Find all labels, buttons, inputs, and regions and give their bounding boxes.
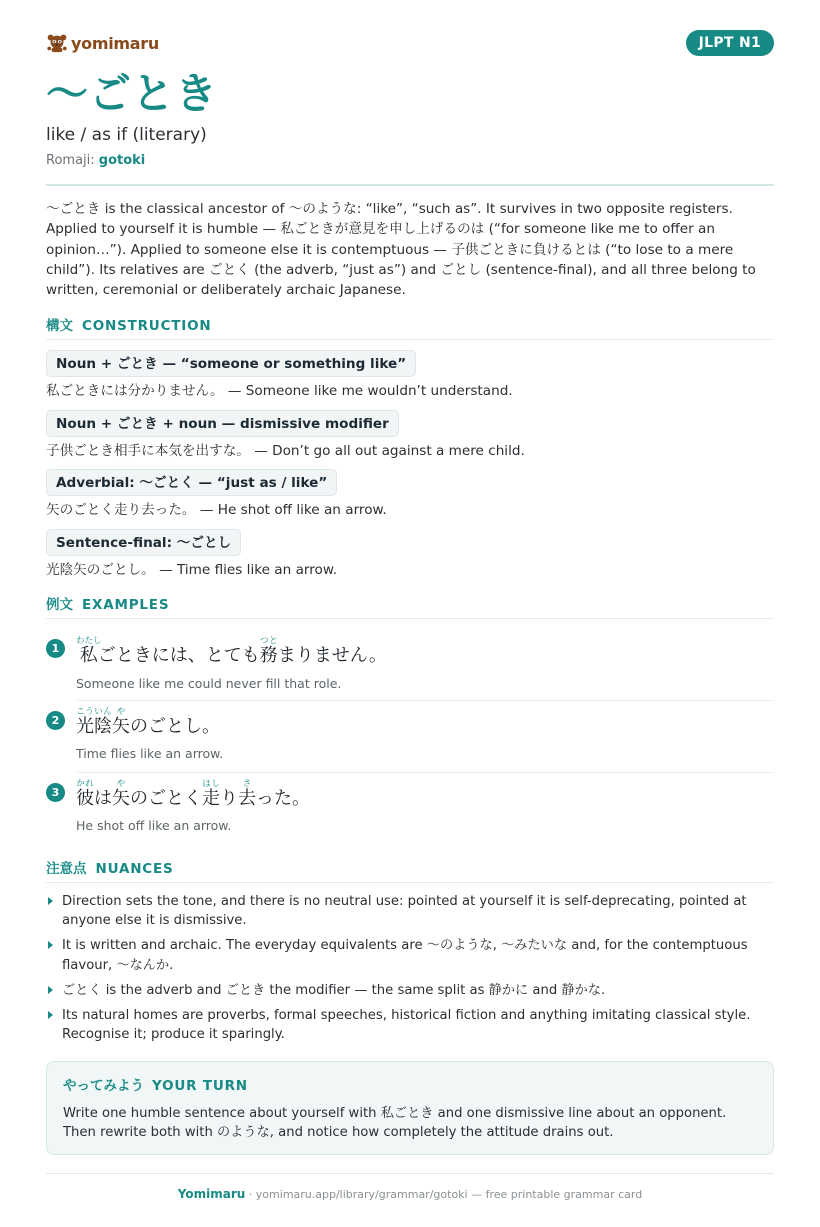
construction-heading-jp: 構文 (46, 318, 73, 334)
nuance-item: Its natural homes are proverbs, formal speeches, historical fiction and anything imitating classical style. Recognise it; produce it sparingly. (46, 1006, 774, 1044)
nuance-item: It is written and archaic. The everyday equivalents are 〜のような, 〜みたいな and, for the contemptuous flavour, 〜なんか. (46, 936, 774, 974)
sentence-text: まりません。 (277, 645, 387, 666)
example-sentence (76, 636, 387, 669)
sentence-text: った。 (256, 788, 310, 809)
divider (46, 184, 774, 186)
furigana-reading: かれ (76, 779, 94, 789)
nuances-heading-jp: 注意点 (46, 861, 87, 877)
brand[interactable] (46, 30, 159, 56)
bullet-arrow-icon (48, 897, 53, 905)
example-divider (76, 700, 774, 701)
furigana-word: 去さ (238, 779, 256, 809)
construction-pattern: Noun + ごとき + noun — dismissive modifier (46, 410, 399, 437)
furigana-word: 務つと (259, 636, 278, 666)
furigana-reading: や (112, 779, 130, 789)
your-turn-heading-jp: やってみよう (63, 1078, 144, 1094)
furigana-word: 矢や (112, 779, 130, 809)
furigana-word: 走はし (202, 779, 220, 809)
sentence-text: のごとく (130, 788, 202, 809)
example-number: 3 (46, 783, 65, 802)
romaji-value: gotoki (98, 153, 146, 168)
subtitle: like / as if (literary) (46, 125, 207, 145)
example-number: 1 (46, 639, 65, 658)
intro-paragraph: 〜ごとき is the classical ancestor of 〜のような: “like”, “such as”. It survives in two opposite registers. Applied to yourself it is humble — 私ごときが意見を申し上げるのは (“for someone like me to offer an opinion…”). Applied to someone else it is contemptuous — 子供ごときに負けるとは (“to lose to a mere child”). Its relatives are ごとく (the adverb, “just as”) and ごとし (sentence-final), and all three belong to written, ceremonial or deliberately archaic Japanese. (46, 201, 756, 299)
furigana-reading: はし (202, 779, 220, 789)
construction-pattern: Adverbial: 〜ごとく — “just as / like” (46, 469, 337, 496)
nuance-item: Direction sets the tone, and there is no neutral use: pointed at yourself it is self-deprecating, pointed at anyone else it is dismissive. (46, 892, 774, 930)
construction-example: 矢のごとく走り去った。 — He shot off like an arrow. (46, 502, 387, 518)
construction-item (46, 469, 387, 520)
example-translation: Time flies like an arrow. (76, 746, 224, 761)
footer (46, 1187, 774, 1201)
examples-heading-en: EXAMPLES (82, 597, 170, 613)
bullet-arrow-icon (48, 941, 53, 949)
bullet-arrow-icon (48, 986, 53, 994)
nuances-heading (46, 857, 774, 883)
example-sentence (76, 779, 310, 812)
sentence-text: は (94, 788, 112, 809)
sentence-text: り (220, 788, 238, 809)
level-badge: JLPT N1 (686, 30, 774, 56)
example-divider (76, 772, 774, 773)
footer-divider (46, 1173, 774, 1174)
example-translation: He shot off like an arrow. (76, 818, 232, 833)
furigana-reading: や (112, 707, 130, 717)
construction-example: 私ごときには分かりません。 — Someone like me wouldn’t understand. (46, 383, 513, 399)
your-turn-box (46, 1061, 774, 1155)
examples-heading (46, 593, 774, 619)
nuance-list (46, 892, 774, 1050)
construction-pattern: Sentence-final: 〜ごとし (46, 529, 241, 556)
construction-example: 子供ごとき相手に本気を出すな。 — Don’t go all out against a mere child. (46, 443, 525, 459)
header (46, 30, 774, 58)
page-title: 〜ごとき (46, 69, 219, 118)
furigana-reading: こういん (76, 707, 112, 717)
construction-pattern: Noun + ごとき — “someone or something like” (46, 350, 416, 377)
examples-heading-jp: 例文 (46, 597, 73, 613)
footer-brand[interactable]: Yomimaru (177, 1187, 246, 1201)
tanuki-mascot-icon (46, 32, 68, 54)
construction-item (46, 529, 337, 580)
bullet-arrow-icon (48, 1011, 53, 1019)
furigana-word: 私わたし (76, 636, 102, 666)
your-turn-heading-en: YOUR TURN (152, 1078, 248, 1094)
furigana-word: 彼かれ (76, 779, 94, 809)
example-number: 2 (46, 711, 65, 730)
construction-item (46, 410, 525, 461)
sentence-text: のごとし。 (130, 716, 220, 737)
your-turn-body: Write one humble sentence about yourself with 私ごとき and one dismissive line about an opponent. Then rewrite both with のような, and notice how completely the attitude drains out. (63, 1106, 727, 1141)
footer-text: · yomimaru.app/library/grammar/gotoki — free printable grammar card (245, 1188, 643, 1201)
romaji-label: Romaji: (46, 153, 95, 168)
example-translation: Someone like me could never fill that role. (76, 676, 342, 691)
construction-heading (46, 314, 774, 340)
nuances-heading-en: NUANCES (95, 861, 174, 877)
your-turn-heading (63, 1076, 757, 1096)
sentence-text: ごときには、とても (97, 645, 260, 666)
brand-name: yomimaru (71, 33, 159, 53)
nuance-item: ごとく is the adverb and ごとき the modifier — the same split as 静かに and 静かな. (46, 981, 774, 1000)
example-sentence (76, 707, 220, 740)
construction-heading-en: CONSTRUCTION (82, 318, 212, 334)
furigana-reading: つと (259, 636, 278, 646)
furigana-word: 光陰こういん (76, 707, 112, 737)
furigana-reading: さ (238, 779, 256, 789)
construction-example: 光陰矢のごとし。 — Time flies like an arrow. (46, 562, 338, 578)
furigana-word: 矢や (112, 707, 130, 737)
construction-item (46, 350, 513, 401)
romaji (46, 152, 145, 170)
furigana-reading: わたし (76, 636, 102, 646)
